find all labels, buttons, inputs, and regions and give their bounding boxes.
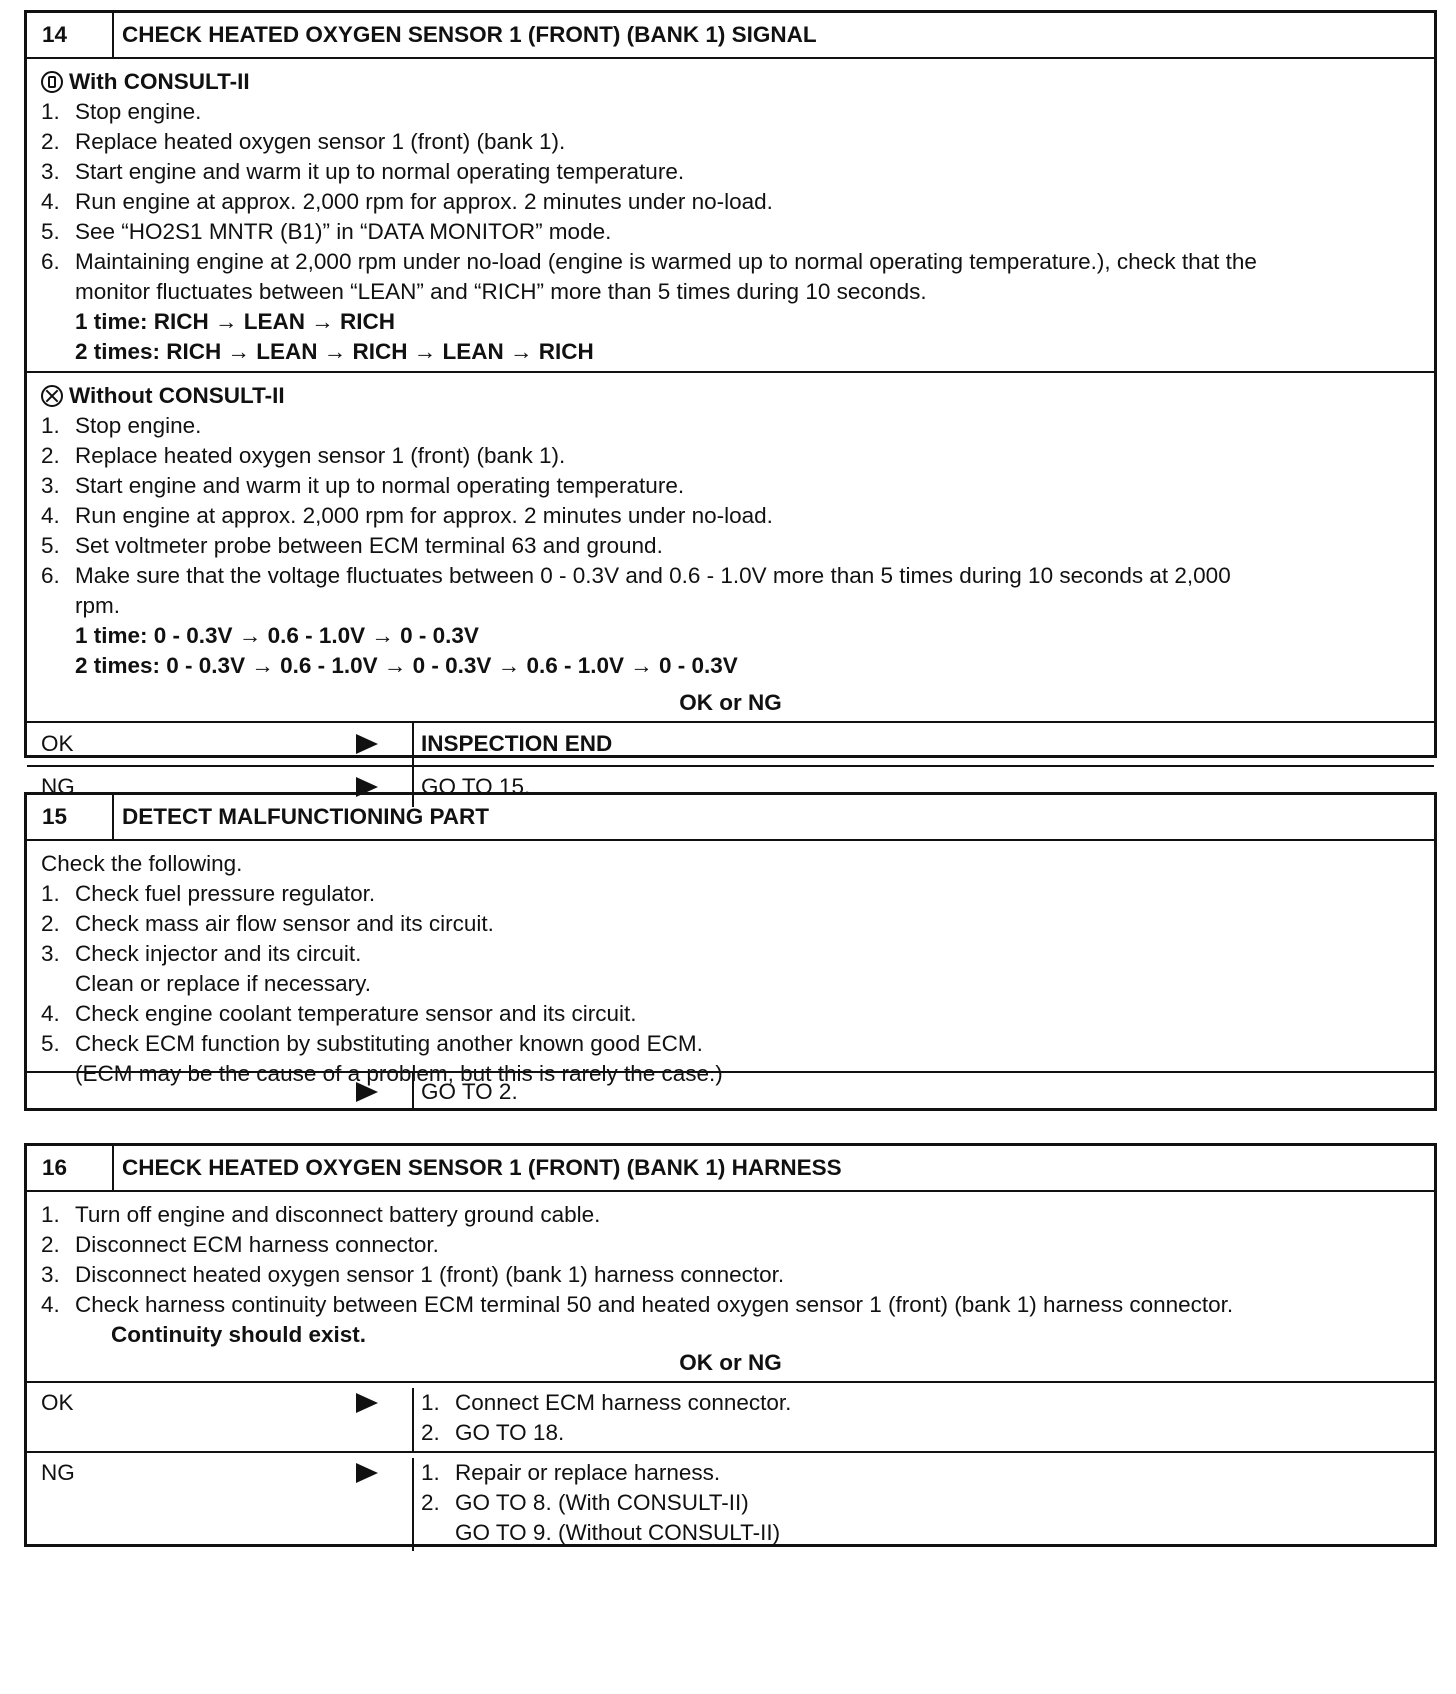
ng-result <box>414 1458 1434 1551</box>
spec-line: 2 times: RICH → LEAN → RICH → LEAN → RICH <box>75 339 594 364</box>
ok-or-ng-label: OK or NG <box>27 1345 1434 1383</box>
procedure-section <box>27 1192 1434 1345</box>
step-header <box>27 1146 1434 1192</box>
step-number: 16 <box>27 1146 114 1190</box>
step-header <box>27 13 1434 59</box>
intro-text: Check the following. <box>41 851 243 876</box>
list-item: 5. Set voltmeter probe between ECM terminal 63 and ground. <box>41 533 663 558</box>
list-item: 1. Repair or replace harness. <box>421 1460 721 1485</box>
ok-label: OK <box>27 723 414 765</box>
step-title: DETECT MALFUNCTIONING PART <box>122 804 490 829</box>
list-item: 5. See “HO2S1 MNTR (B1)” in “DATA MONITOR” mode. <box>41 219 612 244</box>
step-header <box>27 795 1434 841</box>
ok-label: OK <box>27 1388 414 1451</box>
arrow-right-icon <box>356 1082 378 1102</box>
arrow-right-icon <box>356 734 378 754</box>
ng-label: NG <box>27 767 414 807</box>
list-item: 2. Replace heated oxygen sensor 1 (front) (bank 1). <box>41 129 566 154</box>
ok-result: INSPECTION END <box>421 731 613 756</box>
ok-result <box>414 1388 1434 1451</box>
consult-tool-icon <box>41 71 63 93</box>
with-consult-heading: With CONSULT-II <box>41 67 1420 97</box>
list-item: 2. GO TO 18. <box>421 1420 565 1445</box>
list-item: 4. Run engine at approx. 2,000 rpm for approx. 2 minutes under no-load. <box>41 189 773 214</box>
list-item: 4. Check harness continuity between ECM terminal 50 and heated oxygen sensor 1 (front) (bank 1) harness connector. <box>41 1292 1234 1317</box>
list-item: 3. Start engine and warm it up to normal operating temperature. <box>41 159 685 184</box>
next-row <box>27 1073 1434 1111</box>
list-item: 1. Stop engine. <box>41 413 202 438</box>
list-item-continuation: Clean or replace if necessary. <box>75 971 371 996</box>
ok-row <box>27 723 1434 767</box>
list-item-continuation: monitor fluctuates between “LEAN” and “RICH” more than 5 times during 10 seconds. <box>75 279 927 304</box>
list-item: 2. GO TO 8. (With CONSULT-II) <box>421 1490 749 1515</box>
step-number: 15 <box>27 795 114 839</box>
list-item: 2. Replace heated oxygen sensor 1 (front) (bank 1). <box>41 443 566 468</box>
spec-line: 1 time: 0 - 0.3V → 0.6 - 1.0V → 0 - 0.3V <box>75 623 479 648</box>
without-consult-section <box>27 373 1434 685</box>
without-consult-heading: Without CONSULT-II <box>41 381 1420 411</box>
list-item: 1. Stop engine. <box>41 99 202 124</box>
arrow-right-icon <box>356 1463 378 1483</box>
spec-line: 1 time: RICH → LEAN → RICH <box>75 309 396 334</box>
list-item-continuation: (ECM may be the cause of a problem, but this is rarely the case.) <box>75 1061 723 1086</box>
spec-line: 2 times: 0 - 0.3V → 0.6 - 1.0V → 0 - 0.3V → 0.6 - 1.0V → 0 - 0.3V <box>75 653 738 678</box>
list-item-continuation: GO TO 9. (Without CONSULT-II) <box>455 1520 781 1545</box>
list-item: 6. Maintaining engine at 2,000 rpm under no-load (engine is warmed up to normal operating temperature.), check that the <box>41 249 1257 274</box>
list-item: 1. Check fuel pressure regulator. <box>41 881 376 906</box>
with-consult-section <box>27 59 1434 373</box>
ok-row <box>27 1383 1434 1453</box>
arrow-right-icon <box>356 1393 378 1413</box>
list-item: 4. Check engine coolant temperature sensor and its circuit. <box>41 1001 637 1026</box>
step-number: 14 <box>27 13 114 57</box>
ng-result: GO TO 15. <box>421 774 531 799</box>
step-15-box <box>24 792 1437 1111</box>
step-title: CHECK HEATED OXYGEN SENSOR 1 (FRONT) (BANK 1) SIGNAL <box>122 22 817 47</box>
step-14-box <box>24 10 1437 799</box>
ng-row <box>27 1453 1434 1551</box>
list-item: 3. Check injector and its circuit. <box>41 941 362 966</box>
list-item: 3. Start engine and warm it up to normal operating temperature. <box>41 473 685 498</box>
list-item: 1. Connect ECM harness connector. <box>421 1390 792 1415</box>
next-result: GO TO 2. <box>421 1079 518 1104</box>
list-item: 5. Check ECM function by substituting another known good ECM. <box>41 1031 703 1056</box>
list-item: 3. Disconnect heated oxygen sensor 1 (front) (bank 1) harness connector. <box>41 1262 785 1287</box>
step-16-box <box>24 1143 1437 1547</box>
list-item: 2. Check mass air flow sensor and its circuit. <box>41 911 494 936</box>
list-item-continuation: rpm. <box>75 593 120 618</box>
ng-label: NG <box>27 1458 414 1551</box>
list-item: 2. Disconnect ECM harness connector. <box>41 1232 439 1257</box>
list-item: 4. Run engine at approx. 2,000 rpm for approx. 2 minutes under no-load. <box>41 503 773 528</box>
spec-line: Continuity should exist. <box>111 1322 367 1347</box>
next-label <box>27 1073 414 1111</box>
no-tools-icon <box>41 385 63 407</box>
step-title: CHECK HEATED OXYGEN SENSOR 1 (FRONT) (BANK 1) HARNESS <box>122 1155 842 1180</box>
list-item: 6. Make sure that the voltage fluctuates between 0 - 0.3V and 0.6 - 1.0V more than 5 times during 10 seconds at 2,000 <box>41 563 1231 588</box>
procedure-section <box>27 841 1434 1086</box>
ok-or-ng-label: OK or NG <box>27 685 1434 723</box>
list-item: 1. Turn off engine and disconnect battery ground cable. <box>41 1202 601 1227</box>
